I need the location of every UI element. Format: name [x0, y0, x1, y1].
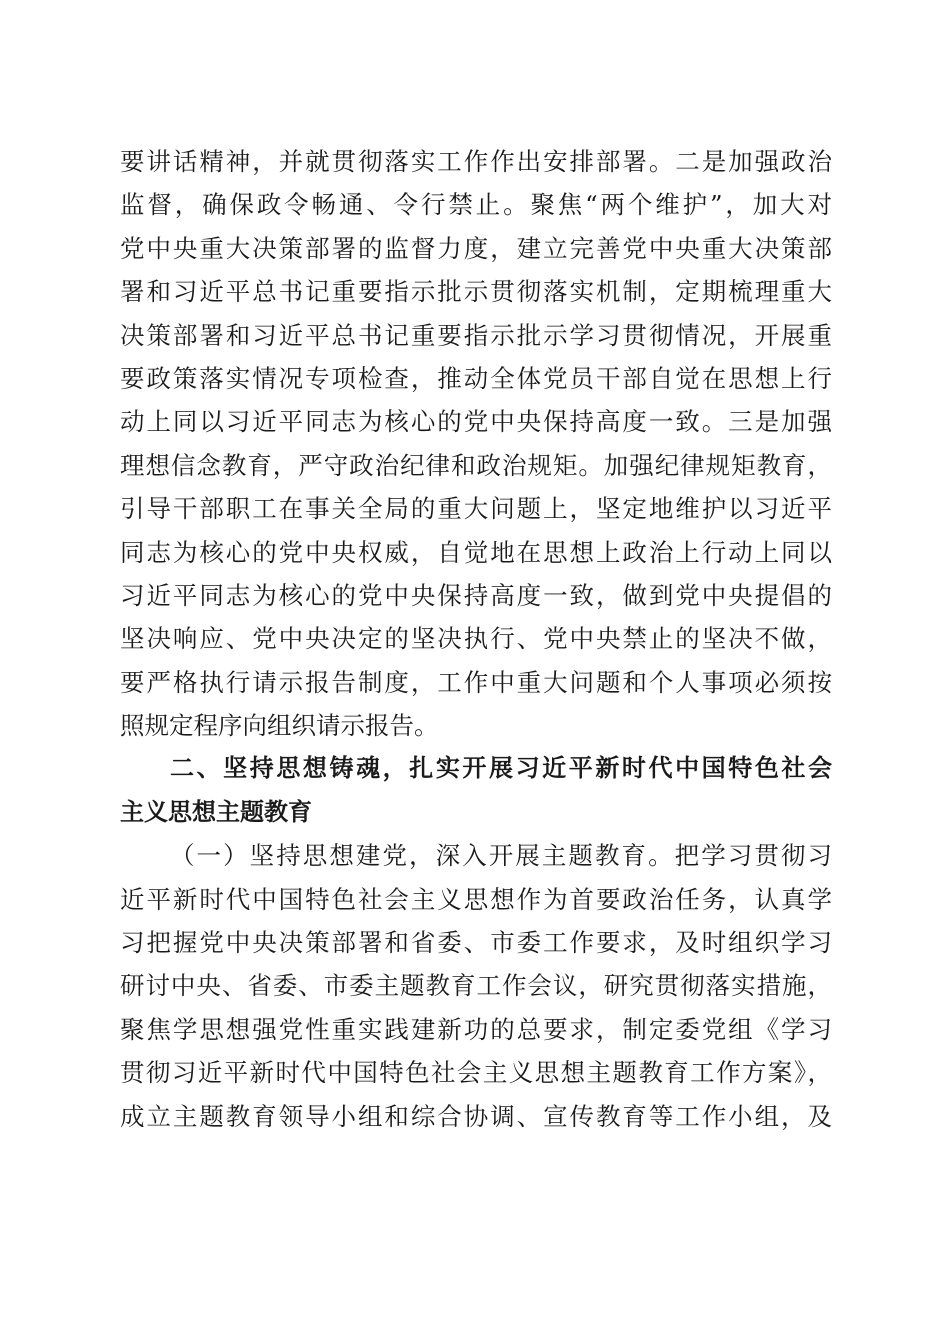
text-line: （一）坚持思想建党，深入开展主题教育。把学习贯彻习 [170, 841, 832, 871]
text-line: 近平新时代中国特色社会主义思想作为首要政治任务，认真学 [120, 884, 832, 914]
text-line: 署和习近平总书记重要指示批示贯彻落实机制，定期梳理重大 [120, 277, 832, 307]
text-line: 要政策落实情况专项检查，推动全体党员干部自觉在思想上行 [120, 363, 832, 393]
text-line: 动上同以习近平同志为核心的党中央保持高度一致。三是加强 [120, 407, 832, 437]
text-line: 习近平同志为核心的党中央保持高度一致，做到党中央提倡的 [120, 580, 832, 610]
text-line: 贯彻习近平新时代中国特色社会主义思想主题教育工作方案》， [120, 1058, 832, 1088]
text-line: 党中央重大决策部署的监督力度，建立完善党中央重大决策部 [120, 233, 832, 263]
text-line: 要讲话精神，并就贯彻落实工作作出安排部署。二是加强政治 [120, 147, 832, 176]
text-line: 决策部署和习近平总书记重要指示批示学习贯彻情况，开展重 [120, 320, 832, 350]
subsection-paragraph [120, 834, 832, 1138]
text-line: 引导干部职工在事关全局的重大问题上，坚定地维护以习近平 [120, 494, 832, 524]
text-line: 聚焦学思想强党性重实践建新功的总要求，制定委党组《学习 [120, 1014, 832, 1044]
text-line: 照规定程序向组织请示报告。 [120, 711, 439, 741]
text-line: 坚决响应、党中央决定的坚决执行、党中央禁止的坚决不做， [120, 624, 832, 654]
heading-line: 二、坚持思想铸魂，扎实开展习近平新时代中国特色社会 [170, 754, 832, 783]
text-line: 同志为核心的党中央权威，自觉地在思想上政治上行动上同以 [120, 537, 832, 567]
text-line: 要严格执行请示报告制度，工作中重大问题和个人事项必须按 [120, 667, 832, 697]
heading-line: 主义思想主题教育 [120, 797, 312, 826]
text-line: 习把握党中央决策部署和省委、市委工作要求，及时组织学习 [120, 928, 832, 958]
paragraph-continuation [120, 140, 832, 747]
text-line: 理想信念教育，严守政治纪律和政治规矩。加强纪律规矩教育， [120, 450, 832, 480]
document-body [120, 140, 832, 1138]
section-heading [120, 747, 832, 834]
text-line: 研讨中央、省委、市委主题教育工作会议，研究贯彻落实措施， [120, 971, 832, 1001]
text-line: 监督，确保政令畅通、令行禁止。聚焦“两个维护”，加大对 [120, 190, 832, 220]
text-line: 成立主题教育领导小组和综合协调、宣传教育等工作小组，及 [120, 1101, 832, 1131]
